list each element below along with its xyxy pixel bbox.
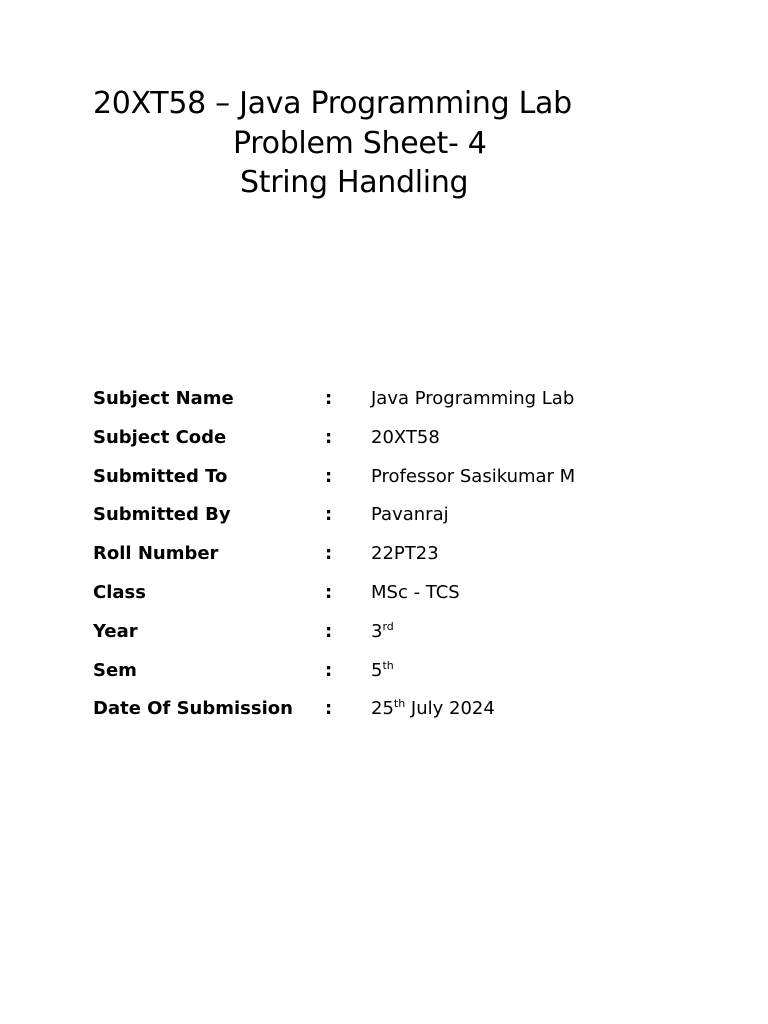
document-title: 20XT58 – Java Programming Lab [93,86,572,121]
detail-row-year [93,621,653,660]
detail-value: Java Programming Lab [371,388,575,409]
detail-value: Pavanraj [371,504,449,526]
detail-label: Sem [93,659,137,681]
detail-row-submitted-by [93,504,653,543]
detail-row-class [93,582,653,621]
detail-value: 20XT58 [371,426,440,448]
detail-separator: : [325,620,333,642]
document-topic: String Handling [240,165,469,200]
detail-separator: : [325,659,333,681]
detail-label: Date Of Submission [93,698,293,720]
ordinal-suffix: th [382,658,394,672]
detail-label: Submitted To [93,465,228,487]
detail-separator: : [325,426,333,448]
detail-separator: : [325,504,333,526]
detail-label: Submitted By [93,504,231,526]
detail-value [371,621,394,642]
detail-separator: : [325,581,333,603]
ordinal-suffix: rd [382,619,394,633]
detail-label: Subject Name [93,388,234,409]
detail-label: Class [93,581,146,603]
ordinal-suffix: th [393,697,406,711]
document-subtitle: Problem Sheet- 4 [233,126,487,161]
detail-separator: : [325,388,333,409]
detail-row-subject-code [93,427,653,466]
detail-value: 22PT23 [371,543,439,565]
detail-row-submitted-to [93,466,653,505]
detail-value-day: 25 [371,698,394,720]
detail-separator: : [325,698,333,720]
detail-label: Roll Number [93,543,219,565]
detail-value [371,698,495,719]
detail-label: Year [93,620,138,642]
detail-value [371,660,394,681]
detail-value-month-year: July 2024 [405,698,495,720]
submission-details [93,388,653,737]
detail-value-number: 3 [371,620,383,642]
detail-label: Subject Code [93,426,227,448]
detail-row-roll-number [93,543,653,582]
detail-row-subject-name [93,388,653,427]
detail-row-date-of-submission [93,698,653,737]
detail-separator: : [325,465,333,487]
detail-value: MSc - TCS [371,581,460,603]
detail-row-sem [93,660,653,699]
detail-value-number: 5 [371,659,383,681]
detail-separator: : [325,543,333,565]
detail-value: Professor Sasikumar M [371,465,576,487]
